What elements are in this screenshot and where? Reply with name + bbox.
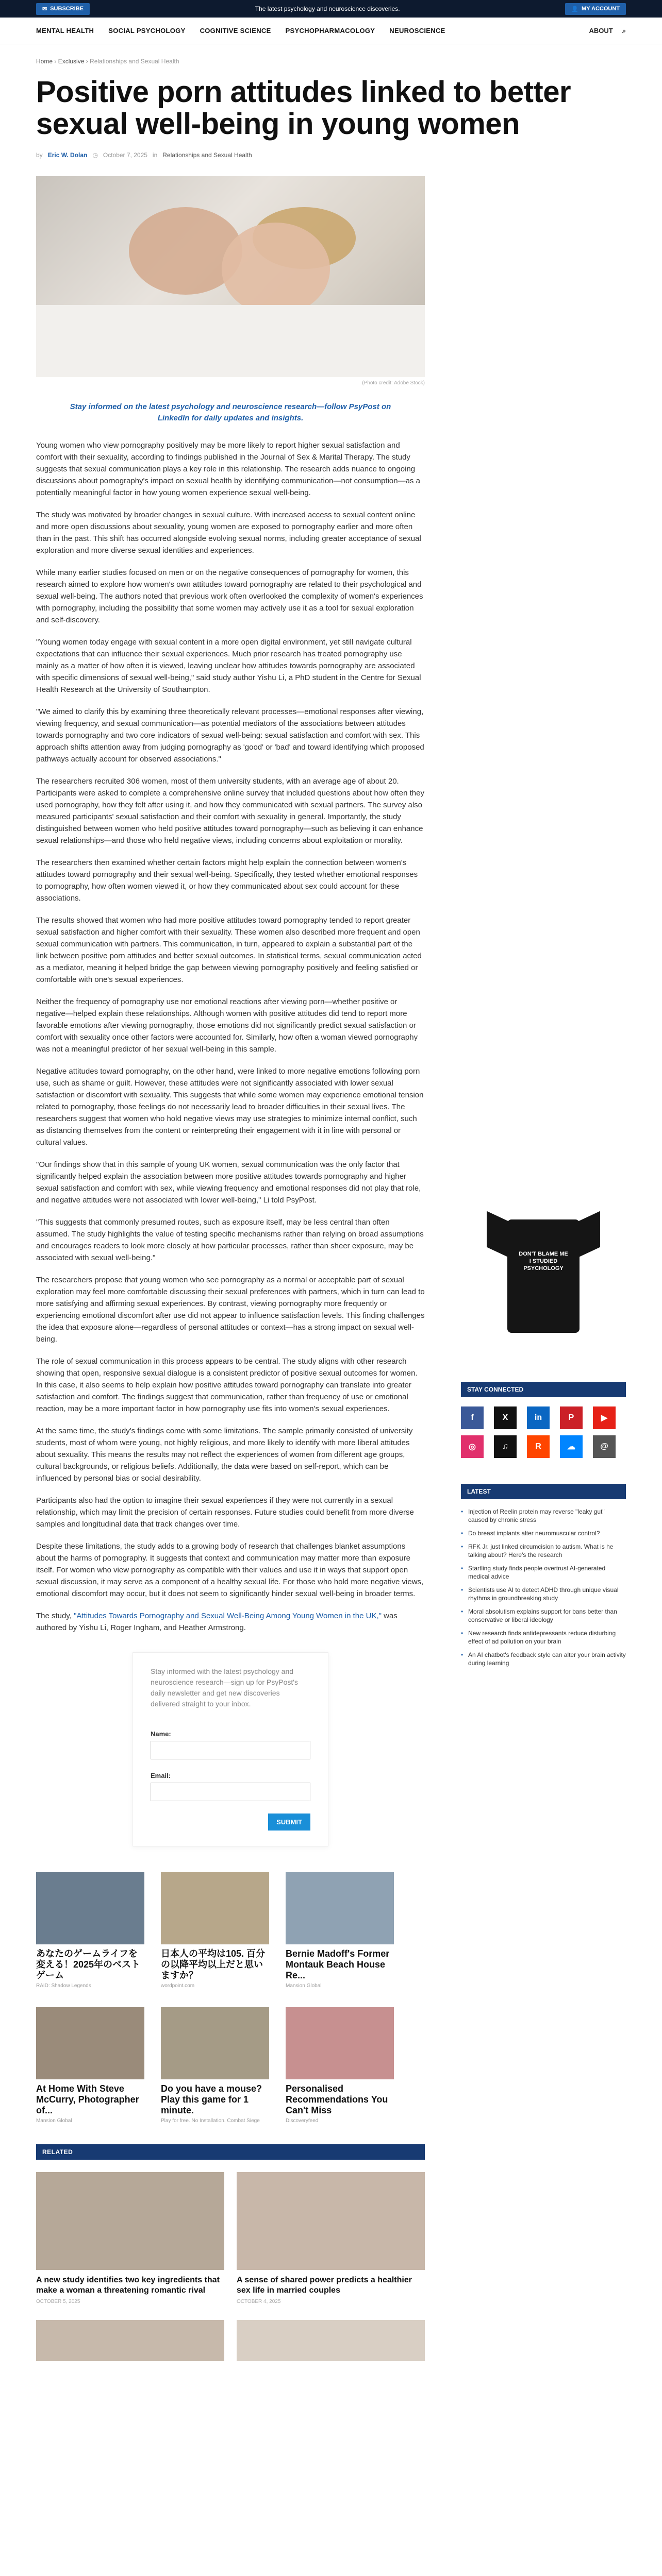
paragraph: "We aimed to clarify this by examining three theoretically relevant processes—emotional responses after viewing, viewing frequency, and sexual communication—as potential mediators of the associations between attitudes towards pornography and two core indicators of sexual well-being: sexual satisfaction and comfort with sex. This approach shifts attention away from judging pornography as 'good' or 'bad' and toward identifying which proposed pathways actually account for observed associations." xyxy=(36,707,424,764)
ad-source: Mansion Global xyxy=(286,1983,322,1989)
paragraph: The study was motivated by broader changes in sexual culture. With increased access to sexual content online and more open discussions about sexuality, young women are exposed to pornography earlier and more often than in the past. This shift has occurred alongside evolving sexual norms, including greater acceptance of sexual exploration and more diverse sexual identities and experiences. xyxy=(36,511,421,555)
paragraph: "Young women today engage with sexual content in a more open digital environment, yet still navigate cultural expectations that can influence their sexual experiences. Much prior research has treated pornography use mainly as a matter of how often it is viewed, leaving unclear how attitudes towards pornography are associated with specific dimensions of sexual well-being," said study author Yishu Li, a PhD student in the Centre for Sexual Health Research at the University of Southampton. xyxy=(36,638,421,694)
email-input[interactable] xyxy=(151,1783,310,1801)
bluesky-icon[interactable]: ☁ xyxy=(560,1435,583,1458)
facebook-icon[interactable]: f xyxy=(461,1406,484,1429)
latest-item[interactable]: • Injection of Reelin protein may reverse "leaky gut" caused by chronic stress xyxy=(461,1507,626,1529)
clock-icon: ◷ xyxy=(92,151,98,159)
shirt-text: DON'T BLAME ME I STUDIED PSYCHOLOGY xyxy=(519,1251,568,1272)
paragraph: Despite these limitations, the study adds to a growing body of research that challenges blanket assumptions about the harms of pornography. It suggests that context and communication may matter more than exposure itself. For women who view pornography as compatible with their values and use it in ways that support open sexual discussion, it may serve as a component of a healthy sexual life. For those who hold more negative views, emotional discomfort may occur, but it does not seem to significantly hinder sexual well-being in broader terms. xyxy=(36,1542,424,1598)
ad-thumbnail xyxy=(36,2007,144,2079)
nav-about[interactable]: ABOUT xyxy=(589,27,613,35)
paragraph: The researchers recruited 306 women, most of them university students, with an average age of about 20. Participants were asked to complete a comprehensive online survey that included questions about how often they used pornography, how they felt after using it, and how they communicated with sexual partners. The survey also measured participants' sexual satisfaction and their comfort with sexuality in general. Importantly, the study distinguished between women who held positive attitudes toward pornography—such as believing it can enhance sexual relationships—and those who held negative views, including concerns about exploitation or morality. xyxy=(36,777,424,845)
nav-neuroscience[interactable]: NEUROSCIENCE xyxy=(389,27,445,35)
related-title: A sense of shared power predicts a healthier sex life in married couples xyxy=(237,2276,412,2295)
latest-item[interactable]: • Startling study finds people overtrust AI-generated medical advice xyxy=(461,1564,626,1586)
image-caption: (Photo credit: Adobe Stock) xyxy=(362,380,425,386)
ad-title: At Home With Steve McCurry, Photographer of... xyxy=(36,2083,139,2115)
latest-item[interactable]: • New research finds antidepressants reduce disturbing effect of ad pollution on your brain xyxy=(461,1629,626,1651)
in-label: in xyxy=(152,151,158,159)
latest-item[interactable]: • Do breast implants alter neuromuscular control? xyxy=(461,1529,626,1543)
paragraph: "Our findings show that in this sample of young UK women, sexual communication was the only factor that significantly helped explain the association between more positive attitudes towards pornography and higher sexual satisfaction and comfort with sex, while viewing frequency and emotional responses did not play that role, and negative attitudes were not associated with lower well-being," Li told PsyPost. xyxy=(36,1160,421,1205)
category-link[interactable]: Relationships and Sexual Health xyxy=(162,151,252,159)
reddit-icon[interactable]: R xyxy=(527,1435,550,1458)
latest-heading: LATEST xyxy=(461,1484,626,1499)
tagline: The latest psychology and neuroscience discoveries. xyxy=(255,5,400,12)
related-heading: RELATED xyxy=(36,2144,425,2160)
ad-title: 日本人の平均は105. 百分の以降平均以上だと思いますか？ xyxy=(161,1948,266,1980)
ad-title: Personalised Recommendations You Can't Miss xyxy=(286,2083,388,2115)
ad-title: Do you have a mouse? Play this game for 1 minute. xyxy=(161,2083,262,2115)
nav-social-psychology[interactable]: SOCIAL PSYCHOLOGY xyxy=(108,27,186,35)
related-list xyxy=(36,2172,425,2304)
newsletter-form xyxy=(133,1652,328,1846)
paragraph: The results showed that women who had more positive attitudes toward pornography tended to report greater sexual satisfaction and higher comfort with their sexuality. These women also described more frequent and open sexual communication with partners. This communication, in turn, appeared to explain a substantial part of the link between positive porn attitudes and better sexual outcomes. In statistical terms, sexual communication acted as a mediator, meaning it helped bridge the gap between viewing pornography positively and feeling satisfied or comfortable with one's sexual experiences. xyxy=(36,916,422,984)
study-link[interactable]: "Attitudes Towards Pornography and Sexual Well-Being Among Young Women in the UK," xyxy=(74,1612,382,1620)
name-input[interactable] xyxy=(151,1741,310,1759)
name-label: Name: xyxy=(151,1730,171,1738)
author-link[interactable]: Eric W. Dolan xyxy=(47,151,88,159)
paragraph: Neither the frequency of pornography use nor emotional reactions after viewing porn—whether positive or negative—helped explain these relationships. Although women with positive attitudes did tend to report more favorable emotions after viewing pornography, those emotions did not significantly predict sexual satisfaction or comfort with sexuality once other factors were accounted for. Similarly, how often a woman viewed pornography was not a meaningful predictor of her sexual well-being in this sample. xyxy=(36,997,418,1054)
related-date: OCTOBER 4, 2025 xyxy=(237,2299,281,2304)
paragraph: The researchers propose that young women who see pornography as a normal or acceptable part of sexual exploration may feel more comfortable discussing their sexual preferences with partners, which in turn can lead to more satisfying and affirming sexual experiences. By contrast, viewing pornography more frequently or experiencing emotional discomfort after use did not appear to influence satisfaction levels. This finding challenges the idea that exposure alone—regardless of personal attitudes or context—has a strong impact on sexual well-being. xyxy=(36,1276,425,1344)
article-main xyxy=(36,176,425,2361)
subscribe-label: SUBSCRIBE xyxy=(50,6,84,12)
related-thumbnail xyxy=(36,2172,224,2270)
ad-thumbnail xyxy=(286,1872,394,1944)
ad-source: wordpoint.com xyxy=(161,1983,195,1989)
related-title: A new study identifies two key ingredients that make a woman a threatening romantic rival xyxy=(36,2276,220,2295)
ad-card[interactable] xyxy=(161,2007,269,2124)
related-thumbnail[interactable] xyxy=(237,2320,425,2361)
ad-card[interactable] xyxy=(161,1872,269,1989)
x-icon[interactable]: X xyxy=(494,1406,517,1429)
paragraph: The researchers then examined whether certain factors might help explain the connection between women's attitudes toward pornography and their sexual well-being. Specifically, they tested whether emotional responses to pornography, how often women viewed it, or how they communicated about sex could account for these associations. xyxy=(36,858,418,903)
ad-title: あなたのゲームライフを変える！2025年のベストゲーム xyxy=(36,1948,141,1980)
ad-title: Bernie Madoff's Former Montauk Beach House Re... xyxy=(286,1948,390,1980)
publish-date: October 7, 2025 xyxy=(103,151,147,159)
ad-thumbnail xyxy=(286,2007,394,2079)
latest-item[interactable]: • RFK Jr. just linked circumcision to autism. What is he talking about? Here's the research xyxy=(461,1543,626,1564)
paragraph: Young women who view pornography positively may be more likely to report higher sexual satisfaction and comfort with their sexuality, according to findings published in the Journal of Sex & Marital Therapy. The study suggests that sexual communication plays a key role in this relationship. The research adds nuance to ongoing discussions about pornography's impact on sexual health by identifying communication—not consumption—as a potentially meaningful factor in how young women experience sexual well-being. xyxy=(36,441,420,497)
closing-paragraph xyxy=(36,1610,425,1634)
top-bar xyxy=(0,0,662,18)
hero-image xyxy=(36,176,425,377)
latest-item[interactable]: • Scientists use AI to detect ADHD through unique visual rhythms in groundbreaking study xyxy=(461,1586,626,1607)
breadcrumb: Home › Exclusive › Relationships and Sexual Health xyxy=(36,58,179,65)
newsletter-text: Stay informed with the latest psychology and neuroscience research—sign up for PsyPost's daily newsletter and get new discoveries delivered straight to your inbox. xyxy=(151,1667,298,1708)
social-links xyxy=(461,1406,626,1458)
breadcrumb-current: Relationships and Sexual Health xyxy=(90,58,179,65)
article-body xyxy=(36,439,425,1634)
ad-source: Mansion Global xyxy=(36,2118,72,2124)
threads-icon[interactable]: @ xyxy=(593,1435,616,1458)
ad-card[interactable] xyxy=(36,1872,144,1989)
tshirt-image xyxy=(487,1209,600,1333)
ad-thumbnail xyxy=(36,1872,144,1944)
nav-psychopharmacology[interactable]: PSYCHOPHARMACOLOGY xyxy=(285,27,375,35)
ad-thumbnail xyxy=(161,2007,269,2079)
account-label: MY ACCOUNT xyxy=(582,6,620,12)
related-thumbnail xyxy=(237,2172,425,2270)
latest-item[interactable]: • Moral absolutism explains support for bans better than conservative or liberal ideology xyxy=(461,1607,626,1629)
breadcrumb-home[interactable]: Home xyxy=(36,58,53,65)
breadcrumb-section[interactable]: Exclusive xyxy=(58,58,85,65)
sponsored-grid xyxy=(36,1872,425,2124)
ad-source: Play for free. No Installation. Combat Siege xyxy=(161,2118,260,2124)
sidebar xyxy=(461,176,626,2361)
ad-source: RAID: Shadow Legends xyxy=(36,1983,91,1989)
instagram-icon[interactable]: ◎ xyxy=(461,1435,484,1458)
by-label: by xyxy=(36,151,43,159)
ad-source: Discoveryfeed xyxy=(286,2118,319,2124)
latest-list xyxy=(461,1507,626,1672)
related-card[interactable] xyxy=(237,2172,425,2304)
closing-suffix: was authored by Yishu Li, Roger Ingham, and Heather Armstrong. xyxy=(36,1612,398,1632)
pinterest-icon[interactable]: P xyxy=(560,1406,583,1429)
related-date: OCTOBER 5, 2025 xyxy=(36,2299,80,2304)
latest-item[interactable]: • An AI chatbot's feedback style can alter your brain activity during learning xyxy=(461,1651,626,1672)
ad-card[interactable] xyxy=(286,1872,394,1989)
ad-card[interactable] xyxy=(286,2007,394,2124)
closing-prefix: The study, xyxy=(36,1612,74,1620)
youtube-icon[interactable]: ▶ xyxy=(593,1406,616,1429)
related-list-more xyxy=(36,2320,425,2361)
nav-mental-health[interactable]: MENTAL HEALTH xyxy=(36,27,94,35)
paragraph: Negative attitudes toward pornography, on the other hand, were linked to more negative emotions following porn use, such as shame or guilt. However, these attitudes were not significantly associated with lower sexual satisfaction or discomfort with sexuality. This suggests that while some women may experience emotional tension related to pornography, those feelings do not necessarily lead to broader difficulties in their sexual lives. The researchers suggest that women who hold negative views may use strategies to minimize internal conflict, such as distancing themselves from the content or reinterpreting their engagement with it in line with personal or cultural values. xyxy=(36,1067,424,1147)
related-thumbnail[interactable] xyxy=(36,2320,224,2361)
nav-cognitive-science[interactable]: COGNITIVE SCIENCE xyxy=(200,27,271,35)
paragraph: While many earlier studies focused on men or on the negative consequences of pornography for women, this research aimed to explore how women's own attitudes toward pornography are related to their psychological and sexual well-being. The authors noted that previous work often overlooked the complexity of women's experiences with pornography, including the possibility that some women may actively use it as a tool for sexual exploration and self-discovery. xyxy=(36,568,423,624)
ad-card[interactable] xyxy=(36,2007,144,2124)
article-meta xyxy=(36,151,626,159)
email-label: Email: xyxy=(151,1772,171,1780)
related-card[interactable] xyxy=(36,2172,224,2304)
ad-thumbnail xyxy=(161,1872,269,1944)
stay-connected-heading: STAY CONNECTED xyxy=(461,1382,626,1397)
linkedin-icon[interactable]: in xyxy=(527,1406,550,1429)
paragraph: The role of sexual communication in this process appears to be central. The study aligns with other research showing that open, responsive sexual dialogue is a consistent predictor of positive sexual outcomes for women. In this case, it also seems to help explain how positive attitudes toward pornography can translate into greater satisfaction and comfort. The findings suggest that communication, rather than frequency of use or emotional reaction, may be a more important factor in how pornography use fits into women's sexual experiences. xyxy=(36,1357,418,1413)
submit-button[interactable]: SUBMIT xyxy=(268,1814,310,1831)
tiktok-icon[interactable]: ♫ xyxy=(494,1435,517,1458)
linkedin-promo[interactable]: Stay informed on the latest psychology and neuroscience research—follow PsyPost on LinkedIn for daily updates and insights. xyxy=(70,402,391,422)
paragraph: At the same time, the study's findings come with some limitations. The sample primarily consisted of university students, most of whom were young, not highly religious, and more likely to identify with more liberal attitudes about sexuality. This means the results may not reflect the experiences of women from different age groups, cultural backgrounds, or religious beliefs. Additionally, the data were based on self-report, which can be influenced by personal bias or social desirability. xyxy=(36,1427,413,1483)
my-account-button[interactable] xyxy=(565,3,626,15)
user-icon: 👤 xyxy=(571,6,579,12)
paragraph: "This suggests that commonly presumed routes, such as exposure itself, may be less central than often assumed. The study highlights the value of testing specific mechanisms rather than relying on broad assumptions and encourages readers to look more closely at how particular processes, rather than sheer exposure, may be associated with sexual well-being." xyxy=(36,1218,424,1262)
merch-ad[interactable] xyxy=(461,1186,626,1356)
subscribe-button[interactable] xyxy=(36,3,90,15)
main-nav xyxy=(0,18,662,44)
mail-icon: ✉ xyxy=(42,6,47,12)
paragraph: Participants also had the option to imagine their sexual experiences if they were not currently in a sexual relationship, which may limit the precision of certain responses. Future studies could benefit from more diverse samples and longitudinal data that track changes over time. xyxy=(36,1496,414,1529)
page-title: Positive porn attitudes linked to better sexual well-being in young women xyxy=(36,75,571,141)
search-icon[interactable]: ⌕ xyxy=(622,26,626,35)
